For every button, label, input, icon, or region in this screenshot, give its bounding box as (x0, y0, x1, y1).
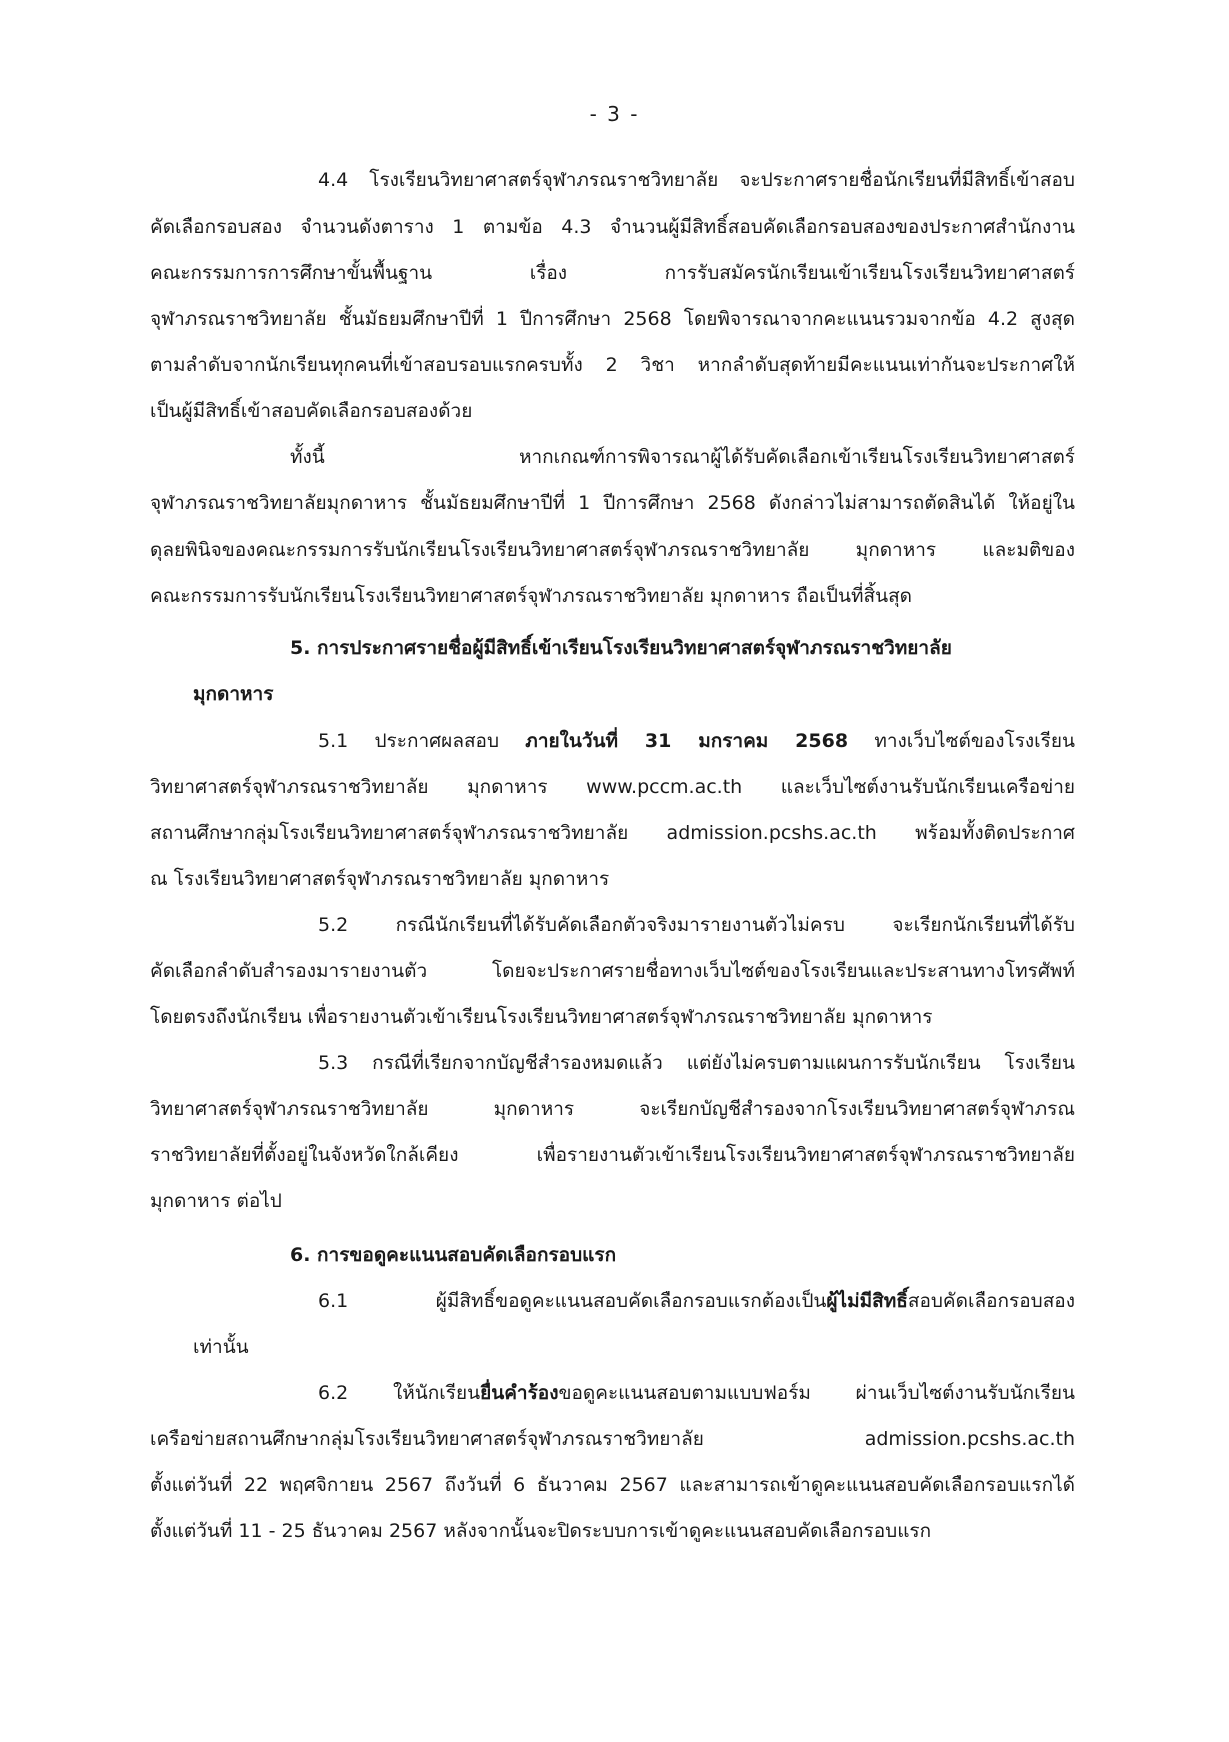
item-5-2-line: 5.2 กรณีนักเรียนที่ได้รับคัดเลือกตัวจริงมารายงานตัวไม่ครบ จะเรียกนักเรียนที่ได้รับ (318, 914, 1075, 936)
section-5-heading-continued: มุกดาหาร (193, 683, 274, 705)
section-4-4-line: คัดเลือกรอบสอง จำนวนดังตาราง 1 ตามข้อ 4.3 จำนวนผู้มีสิทธิ์สอบคัดเลือกรอบสองของประกาศสำนักงาน (150, 216, 1075, 238)
item-6-2-emphasis: ยื่นคำร้อง (480, 1382, 559, 1404)
item-6-1-line: เท่านั้น (193, 1336, 249, 1358)
item-5-3-line: ราชวิทยาลัยที่ตั้งอยู่ในจังหวัดใกล้เคียง เพื่อรายงานตัวเข้าเรียนโรงเรียนวิทยาศาสตร์จุฬาภรณราชวิทยาลัย (150, 1144, 1075, 1166)
note-line: จุฬาภรณราชวิทยาลัยมุกดาหาร ชั้นมัธยมศึกษาปีที่ 1 ปีการศึกษา 2568 ดังกล่าวไม่สามารถตัดสินได้ ให้อยู่ใน (150, 492, 1075, 514)
section-4-4-line: จุฬาภรณราชวิทยาลัย ชั้นมัธยมศึกษาปีที่ 1 ปีการศึกษา 2568 โดยพิจารณาจากคะแนนรวมจากข้อ 4.2 สูงสุด (150, 308, 1075, 330)
item-5-2-line: คัดเลือกลำดับสำรองมารายงานตัว โดยจะประกาศรายชื่อทางเว็บไซต์ของโรงเรียนและประสานทางโทรศัพท์ (150, 960, 1075, 982)
item-6-1-prefix: 6.1 ผู้มีสิทธิ์ขอดูคะแนนสอบคัดเลือกรอบแรกต้องเป็น (318, 1290, 827, 1312)
item-5-1-line: ณ โรงเรียนวิทยาศาสตร์จุฬาภรณราชวิทยาลัย มุกดาหาร (150, 868, 610, 890)
section-4-4-line: 4.4 โรงเรียนวิทยาศาสตร์จุฬาภรณราชวิทยาลัย จะประกาศรายชื่อนักเรียนที่มีสิทธิ์เข้าสอบ (318, 169, 1075, 191)
item-5-1-suffix: ทางเว็บไซต์ของโรงเรียน (848, 730, 1075, 752)
item-6-2-line: เครือข่ายสถานศึกษากลุ่มโรงเรียนวิทยาศาสตร์จุฬาภรณราชวิทยาลัย admission.pcshs.ac.th (150, 1428, 1075, 1450)
section-4-4-line: ตามลำดับจากนักเรียนทุกคนที่เข้าสอบรอบแรกครบทั้ง 2 วิชา หากลำดับสุดท้ายมีคะแนนเท่ากันจะประกาศให้ (150, 354, 1075, 376)
item-5-1-deadline: ภายในวันที่ 31 มกราคม 2568 (525, 730, 849, 752)
item-6-2-suffix: ขอดูคะแนนสอบตามแบบฟอร์ม ผ่านเว็บไซต์งานรับนักเรียน (558, 1382, 1075, 1404)
item-6-2-line: ตั้งแต่วันที่ 22 พฤศจิกายน 2567 ถึงวันที่ 6 ธันวาคม 2567 และสามารถเข้าดูคะแนนสอบคัดเลือกรอบแรกได้ (150, 1474, 1075, 1496)
section-6-heading: 6. การขอดูคะแนนสอบคัดเลือกรอบแรก (290, 1244, 617, 1266)
section-4-4-line: คณะกรรมการการศึกษาขั้นพื้นฐาน เรื่อง การรับสมัครนักเรียนเข้าเรียนโรงเรียนวิทยาศาสตร์ (150, 262, 1075, 284)
item-6-2-prefix: 6.2 ให้นักเรียน (318, 1382, 481, 1404)
item-5-3-line: มุกดาหาร ต่อไป (150, 1190, 282, 1212)
item-6-2-line: ตั้งแต่วันที่ 11 - 25 ธันวาคม 2567 หลังจากนั้นจะปิดระบบการเข้าดูคะแนนสอบคัดเลือกรอบแรก (150, 1520, 932, 1542)
item-6-1-suffix: สอบคัดเลือกรอบสอง (907, 1290, 1075, 1312)
item-6-1-emphasis: ผู้ไม่มีสิทธิ์ (826, 1290, 908, 1312)
item-6-1-first-line (318, 1278, 1075, 1324)
item-5-1-first-line (318, 718, 1075, 764)
page-number: - 3 - (589, 102, 640, 126)
note-line: ดุลยพินิจของคณะกรรมการรับนักเรียนโรงเรียนวิทยาศาสตร์จุฬาภรณราชวิทยาลัย มุกดาหาร และมติของ (150, 539, 1075, 561)
item-5-2-line: โดยตรงถึงนักเรียน เพื่อรายงานตัวเข้าเรียนโรงเรียนวิทยาศาสตร์จุฬาภรณราชวิทยาลัย มุกดาหาร (150, 1006, 933, 1028)
item-5-1-line: สถานศึกษากลุ่มโรงเรียนวิทยาศาสตร์จุฬาภรณราชวิทยาลัย admission.pcshs.ac.th พร้อมทั้งติดประกาศ (150, 822, 1075, 844)
note-line: ทั้งนี้ หากเกณฑ์การพิจารณาผู้ได้รับคัดเลือกเข้าเรียนโรงเรียนวิทยาศาสตร์ (290, 446, 1075, 468)
note-line: คณะกรรมการรับนักเรียนโรงเรียนวิทยาศาสตร์จุฬาภรณราชวิทยาลัย มุกดาหาร ถือเป็นที่สิ้นสุด (150, 585, 913, 607)
section-4-4-line: เป็นผู้มีสิทธิ์เข้าสอบคัดเลือกรอบสองด้วย (150, 400, 473, 422)
item-6-2-first-line (318, 1370, 1075, 1416)
item-5-3-line: วิทยาศาสตร์จุฬาภรณราชวิทยาลัย มุกดาหาร จะเรียกบัญชีสำรองจากโรงเรียนวิทยาศาสตร์จุฬาภรณ (150, 1098, 1075, 1120)
item-5-1-line: วิทยาศาสตร์จุฬาภรณราชวิทยาลัย มุกดาหาร www.pccm.ac.th และเว็บไซต์งานรับนักเรียนเครือข่าย (150, 776, 1075, 798)
item-5-3-line: 5.3 กรณีที่เรียกจากบัญชีสำรองหมดแล้ว แต่ยังไม่ครบตามแผนการรับนักเรียน โรงเรียน (318, 1052, 1075, 1074)
section-5-heading: 5. การประกาศรายชื่อผู้มีสิทธิ์เข้าเรียนโรงเรียนวิทยาศาสตร์จุฬาภรณราชวิทยาลัย (290, 637, 952, 659)
item-5-1-prefix: 5.1 ประกาศผลสอบ (318, 730, 526, 752)
